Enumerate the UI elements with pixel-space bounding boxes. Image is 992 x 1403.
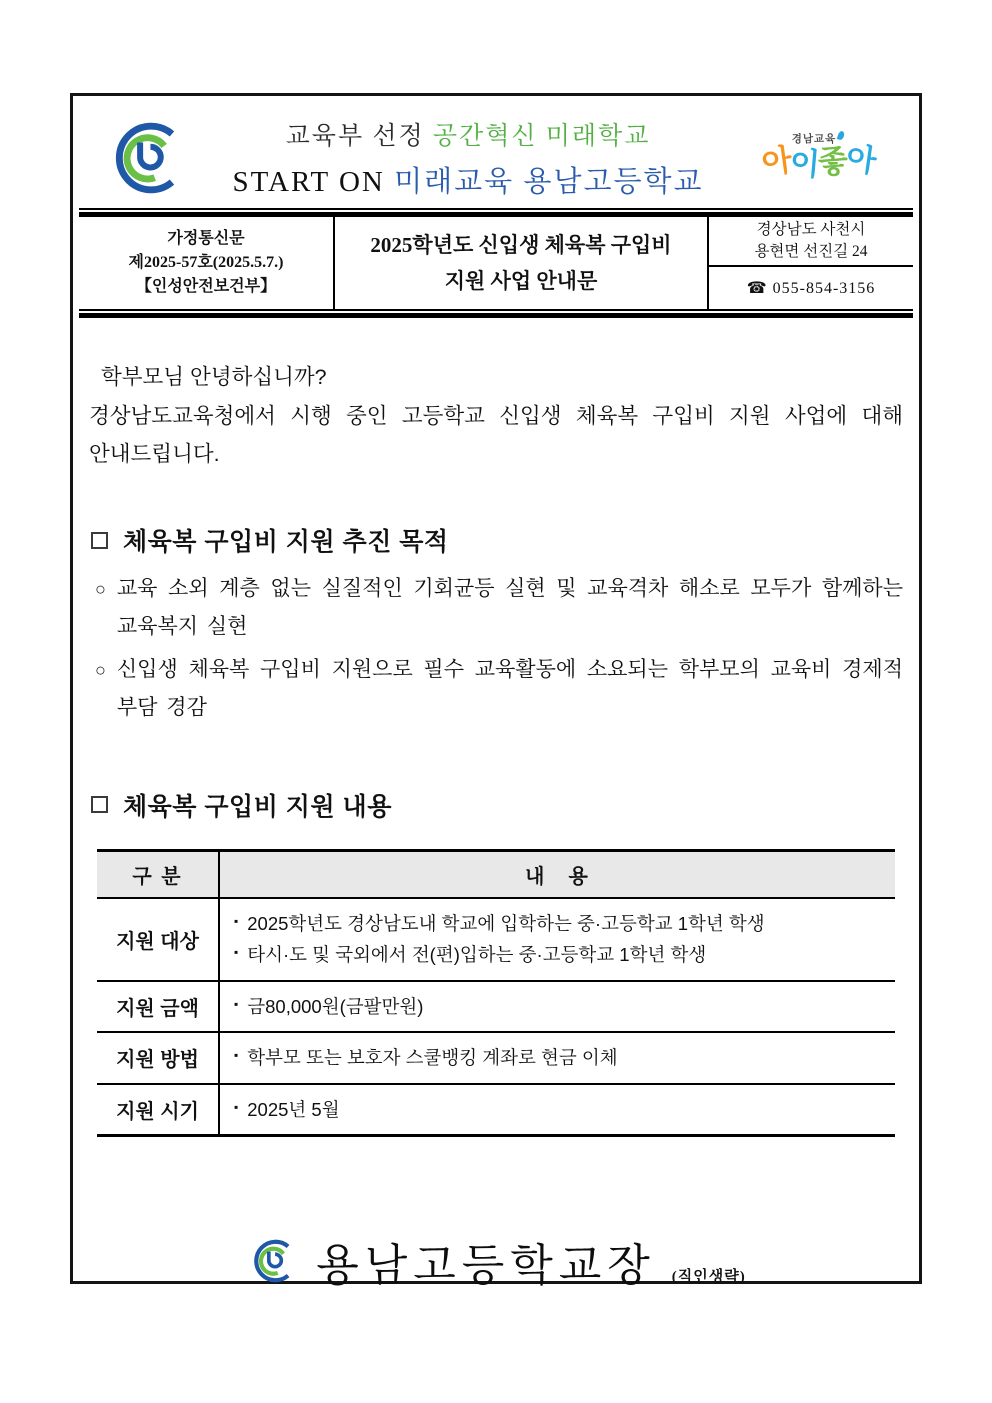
content-text: 타시·도 및 국외에서 전(편)입하는 중·고등학교 1학년 학생	[247, 944, 707, 966]
content-text: 2025학년도 경상남도내 학교에 입학하는 중·고등학교 1학년 학생	[247, 912, 765, 934]
mascot-char: 아	[759, 142, 793, 182]
masthead	[73, 96, 919, 208]
greeting-paragraph	[89, 358, 903, 474]
column-header-category: 구 분	[97, 850, 219, 898]
table-row	[97, 1084, 895, 1136]
principal-signature: 용남고등학교장	[316, 1241, 656, 1291]
content-line	[234, 1042, 889, 1073]
circle-bullet-icon: ○	[95, 659, 106, 680]
greeting-line2: 경상남도교육청에서 시행 중인 고등학교 신입생 체육복 구입비 지원 사업에 대해 안내드립니다.	[89, 403, 903, 467]
school-phone: ☎ 055-854-3156	[746, 280, 876, 298]
circle-bullet-icon: ○	[95, 579, 106, 600]
bottom-rule-thick	[79, 313, 913, 318]
list-item-text: 신입생 체육복 구입비 지원으로 필수 교육활동에 소요되는 학부모의 교육비 경제적 부담 경감	[116, 657, 903, 719]
list-item-text: 교육 소외 계층 없는 실질적인 기회균등 실현 및 교육격차 해소로 모두가 함께하는 교육복지 실현	[116, 577, 903, 639]
school-address	[709, 217, 913, 267]
masthead-line2	[197, 159, 739, 200]
doc-type: 가정통신문	[167, 230, 245, 247]
section-square-icon	[91, 796, 108, 813]
table-row	[97, 1032, 895, 1083]
row-content	[219, 981, 895, 1032]
section2-heading	[91, 787, 903, 823]
school-logo-icon	[101, 115, 197, 201]
section1-list	[95, 570, 903, 727]
table-row	[97, 981, 895, 1032]
doc-info-cell	[79, 217, 335, 309]
section-square-icon	[91, 532, 108, 549]
mascot-wordmark	[739, 140, 897, 183]
support-detail-table	[97, 849, 895, 1137]
content-line	[234, 1094, 889, 1125]
document-page	[70, 93, 922, 1291]
masthead-line1	[197, 116, 739, 152]
masthead-line2-highlight: 미래교육 용남고등학교	[394, 166, 704, 198]
list-item	[95, 651, 903, 727]
row-label: 지원 대상	[97, 898, 219, 981]
doc-title-cell	[335, 217, 709, 309]
address-line2: 용현면 선진길 24	[754, 243, 868, 261]
section2-title: 체육복 구입비 지원 내용	[123, 792, 392, 821]
mascot-brand-text: 경남교육	[791, 133, 837, 146]
square-bullet-icon: ▪	[234, 1048, 239, 1063]
bottom-rule-thin	[79, 309, 913, 311]
doc-title-line2: 지원 사업 안내문	[444, 269, 598, 293]
section1-title: 체육복 구입비 지원 추진 목적	[123, 528, 449, 557]
content-line	[234, 991, 889, 1022]
square-bullet-icon: ▪	[234, 945, 239, 960]
mascot-char: 좋	[816, 143, 848, 181]
signature-block	[73, 1229, 919, 1293]
square-bullet-icon: ▪	[234, 1099, 239, 1114]
row-content	[219, 1084, 895, 1136]
masthead-title	[197, 116, 739, 200]
greeting-line1: 학부모님 안녕하십니까?	[101, 365, 327, 389]
info-header-table	[79, 217, 913, 309]
table-row	[97, 898, 895, 981]
square-bullet-icon: ▪	[234, 913, 239, 928]
splash-icon	[837, 131, 845, 141]
section1-heading	[91, 522, 903, 558]
row-label: 지원 시기	[97, 1084, 219, 1136]
column-header-content: 내 용	[219, 850, 895, 898]
row-label: 지원 금액	[97, 981, 219, 1032]
doc-department: 【인성안전보건부】	[135, 278, 277, 295]
list-item	[95, 570, 903, 646]
contact-cell	[709, 217, 913, 309]
top-rule-thin	[79, 208, 913, 210]
content-line	[234, 939, 889, 970]
mascot-logo	[739, 131, 897, 185]
address-line1: 경상남도 사천시	[756, 220, 866, 238]
masthead-line2-prefix: START ON	[232, 166, 385, 198]
row-content	[219, 1032, 895, 1083]
table-header-row	[97, 850, 895, 898]
mascot-char: 아	[844, 140, 877, 180]
content-line	[234, 908, 889, 939]
row-label: 지원 방법	[97, 1032, 219, 1083]
content-text: 학부모 또는 보호자 스쿨뱅킹 계좌로 현금 이체	[247, 1047, 618, 1069]
doc-number: 제2025-57호(2025.5.7.)	[128, 254, 284, 271]
content-text: 2025년 5월	[247, 1098, 340, 1120]
doc-title-line1: 2025학년도 신입생 체육복 구입비	[370, 232, 672, 257]
school-logo-icon	[246, 1235, 300, 1287]
row-content	[219, 898, 895, 981]
mascot-char: 이	[788, 145, 820, 183]
masthead-line1-prefix: 교육부 선정	[285, 123, 425, 150]
square-bullet-icon: ▪	[234, 996, 239, 1011]
content-text: 금80,000원(금팔만원)	[247, 995, 424, 1017]
masthead-line1-highlight: 공간혁신 미래학교	[432, 123, 651, 150]
seal-omitted-note: (직인생략)	[671, 1269, 746, 1286]
